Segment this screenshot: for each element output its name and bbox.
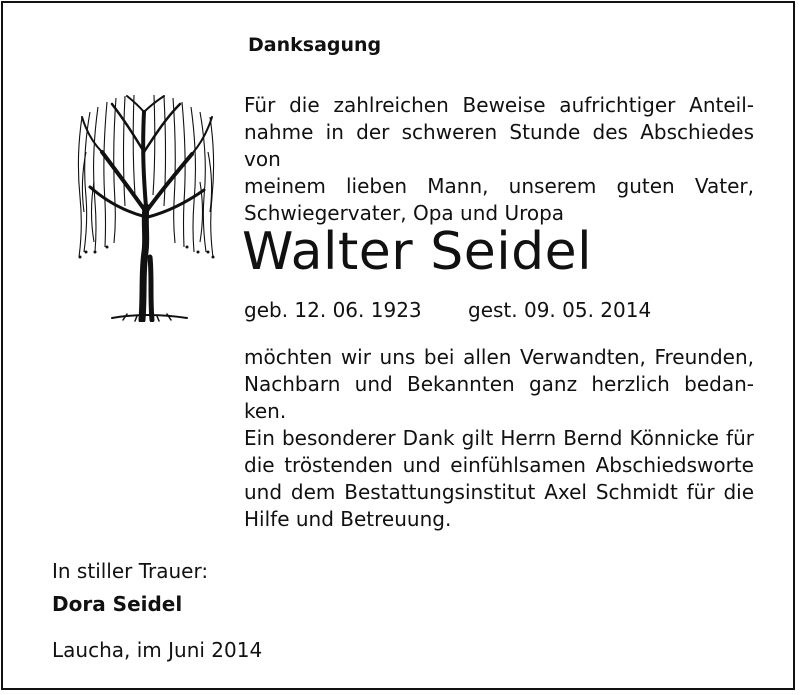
thanks-line: Ein besonderer Dank gilt Herrn Bernd Könnicke für	[244, 426, 754, 450]
place-date: Laucha, im Juni 2014	[52, 638, 263, 662]
intro-line: nahme in der schweren Stunde des Abschiedes von	[244, 120, 754, 171]
intro-line: Schwiegervater, Opa und Uropa	[244, 201, 565, 225]
thanks-line: und dem Bestattungsinstitut Axel Schmidt für die	[244, 480, 754, 504]
mourner-name: Dora Seidel	[52, 592, 183, 616]
intro-line: meinem lieben Mann, unserem guten Vater,	[244, 174, 754, 198]
thanks-line: Nachbarn und Bekannten ganz herzlich bedan-	[244, 372, 754, 396]
deceased-name: Walter Seidel	[242, 222, 593, 282]
birth-date: geb. 12. 06. 1923	[244, 298, 422, 322]
thanks-line: möchten wir uns bei allen Verwandten, Freunden,	[244, 345, 754, 369]
notice-heading: Danksagung	[248, 34, 382, 56]
willow-tree-icon	[72, 92, 222, 322]
mourning-label: In stiller Trauer:	[52, 559, 209, 583]
death-date: gest. 09. 05. 2014	[468, 298, 652, 322]
life-dates	[244, 298, 651, 322]
thanks-text	[244, 344, 754, 533]
intro-text	[244, 92, 754, 227]
thanks-line: ken.	[244, 399, 287, 423]
intro-line: Für die zahlreichen Beweise aufrichtiger Anteil-	[244, 93, 754, 117]
thanks-line: Hilfe und Betreuung.	[244, 507, 452, 531]
thanks-line: die tröstenden und einfühlsamen Abschiedsworte	[244, 453, 754, 477]
